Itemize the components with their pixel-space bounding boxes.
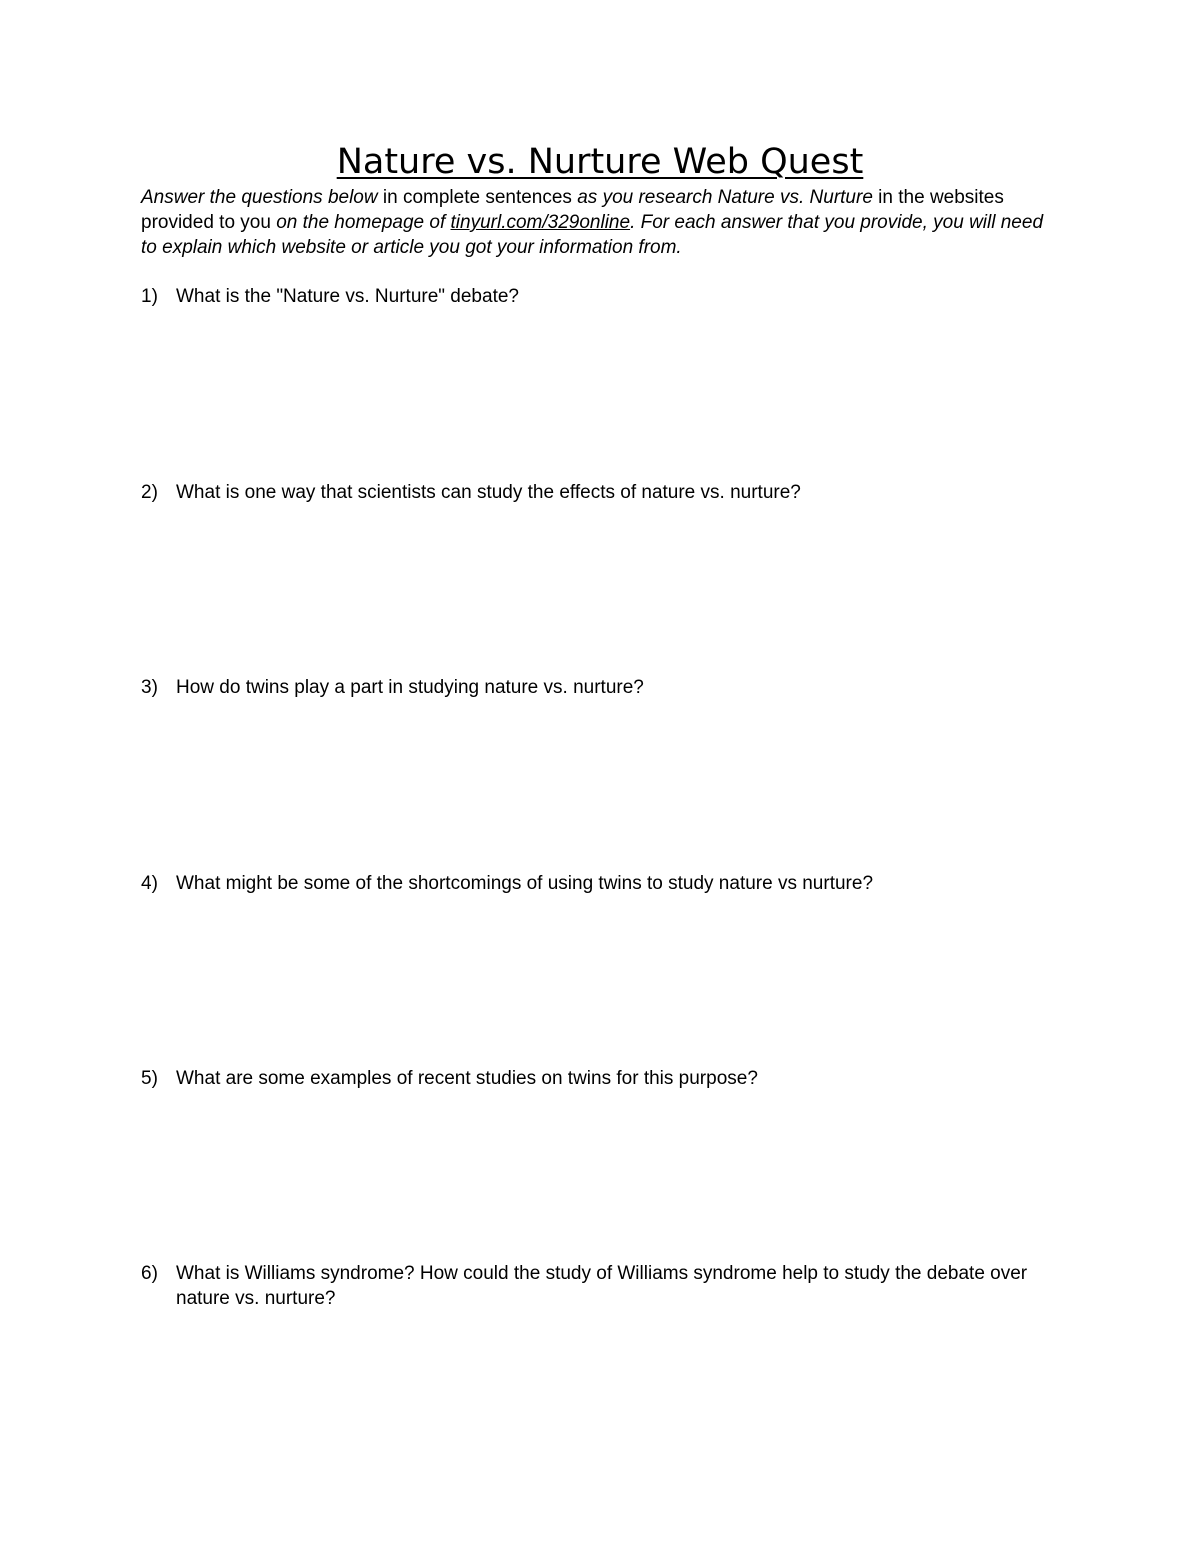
question-number: 6) — [141, 1263, 158, 1284]
question-5 — [141, 1066, 1061, 1091]
question-text: What might be some of the shortcomings of using twins to study nature vs nurture? — [176, 873, 874, 894]
instructions-part-4: in the websites provided to you — [141, 187, 1004, 233]
question-text: What is Williams syndrome? How could the study of Williams syndrome help to study the debate over nature vs. nurture? — [176, 1263, 1028, 1309]
page-title: Nature vs. Nurture Web Quest — [336, 142, 864, 182]
question-text: How do twins play a part in studying nature vs. nurture? — [176, 677, 644, 698]
question-number: 5) — [141, 1068, 158, 1089]
instructions-part-3: as you research Nature vs. Nurture — [577, 187, 873, 208]
question-2 — [141, 480, 1061, 505]
instructions-paragraph — [141, 185, 1061, 260]
question-number: 1) — [141, 286, 158, 307]
instructions-part-1: Answer the questions below — [141, 187, 378, 208]
question-text: What are some examples of recent studies on twins for this purpose? — [176, 1068, 758, 1089]
question-number: 3) — [141, 677, 158, 698]
homepage-link[interactable]: tinyurl.com/329online — [450, 212, 631, 233]
instructions-part-5: on the homepage of — [276, 212, 451, 233]
question-1 — [141, 284, 1061, 309]
question-6 — [141, 1261, 1061, 1311]
question-text: What is the "Nature vs. Nurture" debate? — [176, 286, 519, 307]
instructions-part-6: . For each answer that you provide, you will need to explain which website or article you got your information from. — [141, 212, 1044, 258]
question-4 — [141, 871, 1061, 896]
instructions-part-2: in complete sentences — [377, 187, 578, 208]
question-3 — [141, 675, 1061, 700]
question-number: 2) — [141, 482, 158, 503]
question-number: 4) — [141, 873, 158, 894]
question-text: What is one way that scientists can study the effects of nature vs. nurture? — [176, 482, 801, 503]
